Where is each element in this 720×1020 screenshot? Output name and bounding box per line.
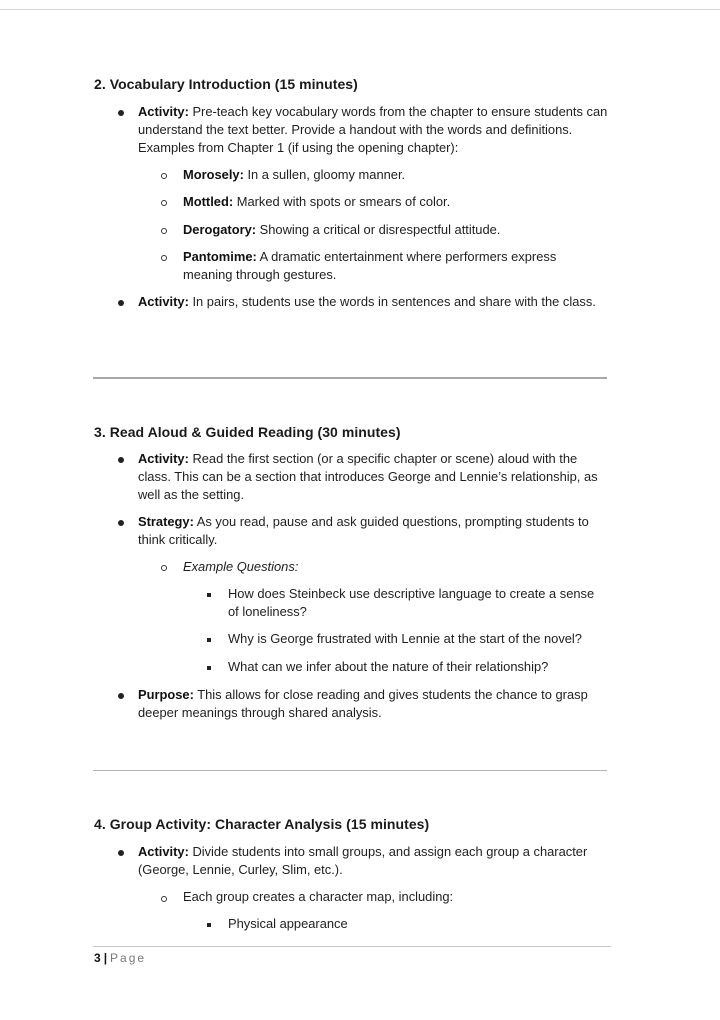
list-item bbox=[228, 585, 608, 621]
item-text: This allows for close reading and gives students the chance to grasp deeper meanings through shared analysis. bbox=[138, 687, 588, 720]
footer-rule bbox=[93, 946, 611, 947]
list-item bbox=[228, 630, 608, 648]
disc-bullet-icon bbox=[118, 300, 124, 306]
list-item bbox=[228, 658, 608, 676]
list-item bbox=[138, 686, 610, 722]
square-bullet-icon bbox=[207, 638, 211, 642]
item-text: Pre-teach key vocabulary words from the chapter to ensure students can understand the text better. Provide a handout with the words and definitions. Examples from Chapter 1 (if using the opening chapter): bbox=[138, 104, 608, 155]
square-bullet-icon bbox=[207, 923, 211, 927]
item-label: Derogatory: bbox=[183, 222, 257, 237]
list-item bbox=[183, 221, 603, 239]
list-item bbox=[138, 450, 610, 503]
list-item bbox=[183, 193, 603, 211]
item-label: Mottled: bbox=[183, 194, 234, 209]
item-label: Purpose: bbox=[138, 687, 194, 702]
section-heading-vocabulary: 2. Vocabulary Introduction (15 minutes) bbox=[94, 76, 358, 92]
circle-bullet-icon bbox=[161, 228, 167, 234]
item-text: Showing a critical or disrespectful attitude. bbox=[256, 222, 501, 237]
item-label: Morosely: bbox=[183, 167, 244, 182]
item-text: Each group creates a character map, including: bbox=[183, 889, 454, 904]
item-text: Marked with spots or smears of color. bbox=[233, 194, 451, 209]
item-label: Pantomime: bbox=[183, 249, 257, 264]
section-divider bbox=[93, 377, 607, 379]
list-item bbox=[183, 558, 603, 576]
section-divider bbox=[93, 770, 607, 771]
section-heading-read-aloud: 3. Read Aloud & Guided Reading (30 minutes) bbox=[94, 424, 401, 440]
circle-bullet-icon bbox=[161, 200, 167, 206]
list-item bbox=[183, 888, 603, 906]
item-text: Read the first section (or a specific chapter or scene) aloud with the class. This can be a section that introduces George and Lennie’s relationship, as well as the setting. bbox=[138, 451, 598, 502]
item-text: How does Steinbeck use descriptive language to create a sense of loneliness? bbox=[228, 586, 595, 619]
page-label: Page bbox=[110, 951, 147, 965]
item-text: Physical appearance bbox=[228, 916, 348, 931]
item-text: In pairs, students use the words in sentences and share with the class. bbox=[188, 294, 596, 309]
list-item bbox=[228, 915, 608, 933]
disc-bullet-icon bbox=[118, 850, 124, 856]
item-label: Activity: bbox=[138, 104, 189, 119]
list-item bbox=[138, 293, 610, 311]
item-label: Activity: bbox=[138, 294, 189, 309]
disc-bullet-icon bbox=[118, 110, 124, 116]
list-item bbox=[183, 248, 603, 284]
footer-separator: | bbox=[103, 951, 108, 965]
list-item bbox=[183, 166, 603, 184]
list-item bbox=[138, 513, 610, 549]
item-text: Example Questions: bbox=[183, 559, 299, 574]
item-label: Activity: bbox=[138, 451, 189, 466]
square-bullet-icon bbox=[207, 593, 211, 597]
page-top-edge bbox=[0, 9, 720, 10]
disc-bullet-icon bbox=[118, 693, 124, 699]
disc-bullet-icon bbox=[118, 457, 124, 463]
circle-bullet-icon bbox=[161, 255, 167, 261]
item-label: Strategy: bbox=[138, 514, 194, 529]
item-text: In a sullen, gloomy manner. bbox=[243, 167, 406, 182]
item-text: What can we infer about the nature of their relationship? bbox=[228, 659, 549, 674]
item-text: Why is George frustrated with Lennie at the start of the novel? bbox=[228, 631, 582, 646]
page-footer bbox=[94, 951, 146, 965]
section-heading-group-activity: 4. Group Activity: Character Analysis (15 minutes) bbox=[94, 816, 430, 832]
disc-bullet-icon bbox=[118, 520, 124, 526]
list-item bbox=[138, 103, 610, 156]
list-item bbox=[138, 843, 610, 879]
item-text: A dramatic entertainment where performers express meaning through gestures. bbox=[183, 249, 557, 282]
item-label: Activity: bbox=[138, 844, 189, 859]
page-number: 3 bbox=[94, 951, 101, 965]
circle-bullet-icon bbox=[161, 173, 167, 179]
item-text: Divide students into small groups, and assign each group a character (George, Lennie, Curley, Slim, etc.). bbox=[138, 844, 588, 877]
circle-bullet-icon bbox=[161, 896, 167, 902]
square-bullet-icon bbox=[207, 666, 211, 670]
item-text: As you read, pause and ask guided questions, prompting students to think critically. bbox=[138, 514, 589, 547]
circle-bullet-icon bbox=[161, 565, 167, 571]
